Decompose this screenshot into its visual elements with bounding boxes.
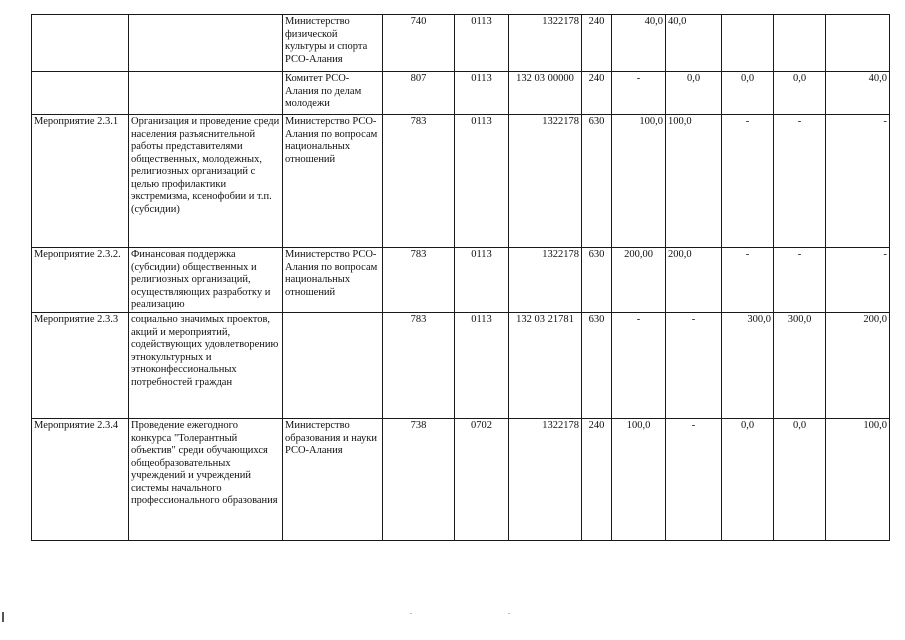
value-5-cell: 200,0 xyxy=(826,313,890,419)
description-cell xyxy=(129,72,283,115)
table-row xyxy=(32,419,890,541)
csr-cell: 1322178 xyxy=(509,248,582,313)
vr-cell: 630 xyxy=(582,248,612,313)
value-4-cell: - xyxy=(774,115,826,248)
table-row xyxy=(32,72,890,115)
value-3-cell: 300,0 xyxy=(722,313,774,419)
table-row xyxy=(32,313,890,419)
value-5-cell: - xyxy=(826,248,890,313)
description-cell xyxy=(129,15,283,72)
value-5-cell: - xyxy=(826,115,890,248)
value-4-cell xyxy=(774,15,826,72)
value-1-cell: - xyxy=(612,313,666,419)
value-2-cell: 0,0 xyxy=(666,72,722,115)
rzpr-cell: 0702 xyxy=(455,419,509,541)
value-2-cell: - xyxy=(666,419,722,541)
value-3-cell: 0,0 xyxy=(722,419,774,541)
description-cell: социально значимых проектов, акций и мероприятий, содействующих удовлетворению этнокультурных и этноконфессиональных потребностей граждан xyxy=(129,313,283,419)
table-row xyxy=(32,248,890,313)
csr-cell: 1322178 xyxy=(509,115,582,248)
grbs-cell: 783 xyxy=(383,248,455,313)
event-cell xyxy=(32,72,129,115)
rzpr-cell: 0113 xyxy=(455,15,509,72)
executor-cell: Министерство РСО-Алания по вопросам национальных отношений xyxy=(283,115,383,248)
csr-cell: 1322178 xyxy=(509,419,582,541)
event-cell: Мероприятие 2.3.3 xyxy=(32,313,129,419)
scan-speck xyxy=(410,613,412,614)
value-4-cell: 300,0 xyxy=(774,313,826,419)
vr-cell: 630 xyxy=(582,313,612,419)
value-1-cell: 200,00 xyxy=(612,248,666,313)
executor-cell: Комитет РСО-Алания по делам молодежи xyxy=(283,72,383,115)
description-cell: Организация и проведение среди населения разъяснительной работы представителями общественных, молодежных, религиозных организаций с целью профилактики экстремизма, ксенофобии и т.п. (субсидии) xyxy=(129,115,283,248)
executor-cell xyxy=(283,313,383,419)
value-3-cell: - xyxy=(722,248,774,313)
csr-cell: 132 03 00000 xyxy=(509,72,582,115)
value-1-cell: 100,0 xyxy=(612,419,666,541)
executor-cell: Министерство образования и науки РСО-Алания xyxy=(283,419,383,541)
description-cell: Проведение ежегодного конкурса "Толерантный объектив" среди обучающихся общеобразовательных учреждений и учреждений системы начального профессионального образования xyxy=(129,419,283,541)
rzpr-cell: 0113 xyxy=(455,72,509,115)
value-5-cell: 40,0 xyxy=(826,72,890,115)
grbs-cell: 738 xyxy=(383,419,455,541)
value-4-cell: - xyxy=(774,248,826,313)
event-cell: Мероприятие 2.3.1 xyxy=(32,115,129,248)
value-1-cell: - xyxy=(612,72,666,115)
executor-cell: Министерство РСО-Алания по вопросам национальных отношений xyxy=(283,248,383,313)
csr-cell: 1322178 xyxy=(509,15,582,72)
budget-table xyxy=(31,14,890,541)
grbs-cell: 807 xyxy=(383,72,455,115)
grbs-cell: 783 xyxy=(383,313,455,419)
value-1-cell: 100,0 xyxy=(612,115,666,248)
value-2-cell: 200,0 xyxy=(666,248,722,313)
executor-cell: Министерство физической культуры и спорта РСО-Алания xyxy=(283,15,383,72)
value-2-cell: 40,0 xyxy=(666,15,722,72)
value-5-cell: 100,0 xyxy=(826,419,890,541)
scan-speck xyxy=(508,613,510,614)
value-2-cell: - xyxy=(666,313,722,419)
value-3-cell xyxy=(722,15,774,72)
vr-cell: 240 xyxy=(582,419,612,541)
table-row xyxy=(32,115,890,248)
value-5-cell xyxy=(826,15,890,72)
value-4-cell: 0,0 xyxy=(774,72,826,115)
value-2-cell: 100,0 xyxy=(666,115,722,248)
value-3-cell: 0,0 xyxy=(722,72,774,115)
vr-cell: 240 xyxy=(582,15,612,72)
grbs-cell: 783 xyxy=(383,115,455,248)
event-cell: Мероприятие 2.3.4 xyxy=(32,419,129,541)
value-1-cell: 40,0 xyxy=(612,15,666,72)
grbs-cell: 740 xyxy=(383,15,455,72)
scan-margin-mark xyxy=(2,612,4,622)
vr-cell: 630 xyxy=(582,115,612,248)
description-cell: Финансовая поддержка (субсидии) общественных и религиозных организаций, осуществляющих разработку и реализацию xyxy=(129,248,283,313)
rzpr-cell: 0113 xyxy=(455,248,509,313)
event-cell: Мероприятие 2.3.2. xyxy=(32,248,129,313)
table-row xyxy=(32,15,890,72)
rzpr-cell: 0113 xyxy=(455,115,509,248)
event-cell xyxy=(32,15,129,72)
value-4-cell: 0,0 xyxy=(774,419,826,541)
rzpr-cell: 0113 xyxy=(455,313,509,419)
value-3-cell: - xyxy=(722,115,774,248)
vr-cell: 240 xyxy=(582,72,612,115)
csr-cell: 132 03 21781 xyxy=(509,313,582,419)
